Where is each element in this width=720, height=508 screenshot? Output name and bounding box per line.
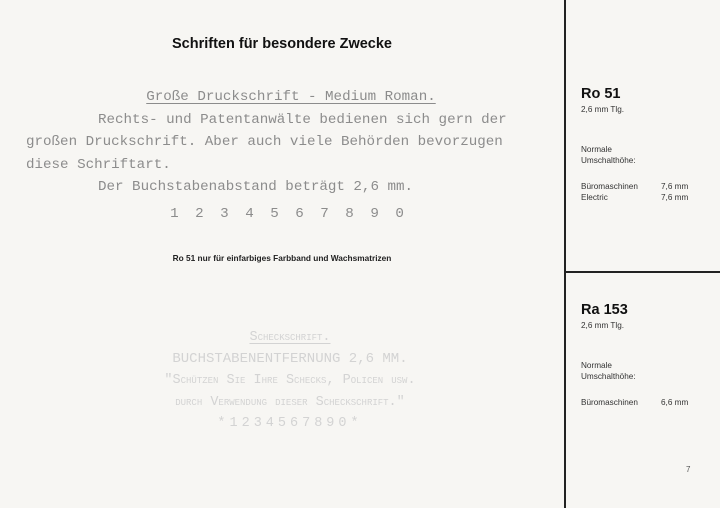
sample1-line: großen Druckschrift. Aber auch viele Behörden bevorzugen (26, 134, 503, 150)
sample1-title: Große Druckschrift - Medium Roman. (146, 89, 436, 105)
spec-label-line: Umschalthöhe: (581, 372, 636, 381)
sample1-numbers: 1 2 3 4 5 6 7 8 9 0 (170, 205, 408, 222)
spec-label-line: Umschalthöhe: (581, 156, 636, 165)
sample2-numbers: *1234567890* (217, 416, 363, 431)
spec-size: 2,6 mm Tlg. (581, 321, 625, 330)
column-divider (564, 0, 566, 508)
spec-row-key: Büromaschinen (581, 181, 638, 191)
spec-row (581, 181, 711, 193)
sample2-line: "Schützen Sie Ihre Schecks, Policen usw. (164, 373, 416, 388)
spec-rows (581, 397, 711, 409)
sample-scheckschrift (60, 327, 520, 435)
page-heading: Schriften für besondere Zwecke (172, 36, 392, 52)
spec-row-value: 6,6 mm (661, 397, 689, 407)
spec-label-line: Normale (581, 360, 612, 370)
ribbon-note: Ro 51 nur für einfarbiges Farbband und Wachsmatrizen (172, 253, 392, 263)
spec-row-value: 7,6 mm (661, 193, 689, 202)
spec-row-value: 7,6 mm (661, 181, 689, 191)
sample2-title-row (60, 327, 520, 349)
spec-row (581, 397, 711, 409)
sample-medium-roman (26, 86, 536, 225)
spec-row-key: Büromaschinen (581, 397, 638, 407)
page-number: 7 (686, 465, 691, 474)
sample1-line: diese Schriftart. (26, 156, 171, 173)
sample2-line: durch Verwendung dieser Scheckschrift." (175, 394, 405, 410)
spec-label-line: Normale (581, 144, 612, 154)
spec-code: Ra 153 (581, 302, 628, 318)
spec-size: 2,6 mm Tlg. (581, 105, 625, 114)
sample1-line: Rechts- und Patentanwälte bedienen sich gern der (98, 111, 507, 128)
spec-block-ro51 (581, 86, 711, 204)
sample1-title-row (26, 86, 536, 109)
sample2-title: Scheckschrift. (249, 330, 331, 345)
spec-code: Ro 51 (581, 86, 621, 102)
row-divider (566, 271, 720, 273)
spec-row (581, 192, 711, 204)
sample1-line: Der Buchstabenabstand beträgt 2,6 mm. (98, 179, 414, 195)
spec-block-ra153 (581, 302, 711, 408)
spec-row-key: Electric (581, 193, 608, 202)
spec-rows (581, 181, 711, 204)
sample2-line: BUCHSTABENENTFERNUNG 2,6 MM. (172, 350, 408, 367)
